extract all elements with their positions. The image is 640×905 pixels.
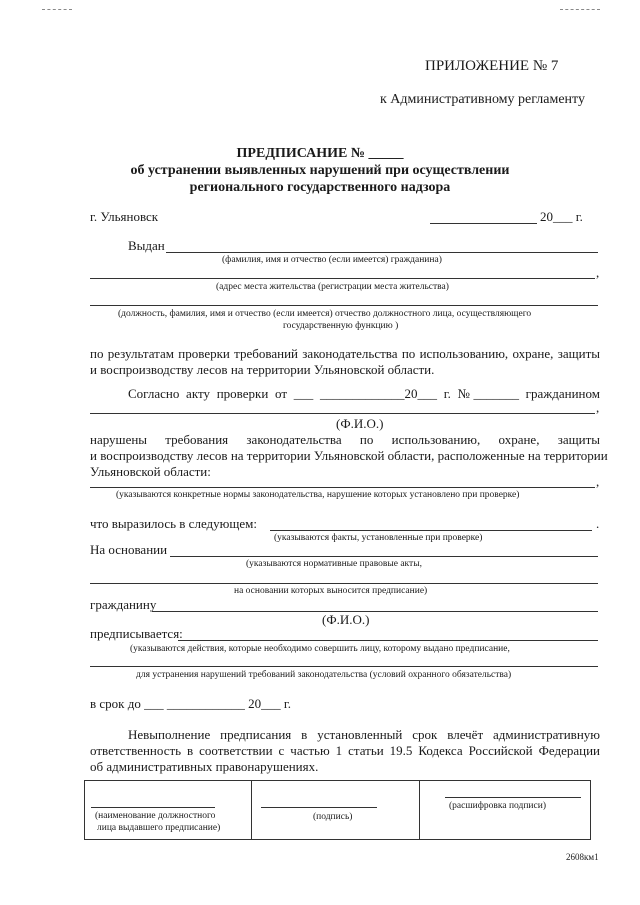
expressed-label: что выразилось в следующем: [90, 516, 257, 531]
date-line [430, 223, 537, 224]
issued-line-2[interactable] [90, 278, 595, 279]
decode-line[interactable] [445, 797, 581, 798]
hint-address: (адрес места жительства (регистрации места жительства) [216, 282, 449, 292]
title-line-3: регионального государственного надзора [189, 180, 451, 195]
para1-line1: по результатам проверки требований законодательства по использованию, охране, защиты [90, 346, 600, 361]
fio-hint-1: (Ф.И.О.) [336, 416, 384, 431]
hint-actions: (указываются действия, которые необходимо совершить лицу, которому выдано предписание, [130, 644, 510, 654]
reglament-label: к Административному регламенту [380, 92, 585, 107]
basis-label: На основании [90, 542, 168, 557]
expressed-line[interactable] [270, 530, 592, 531]
warning-line3: об административных правонарушениях. [90, 759, 319, 774]
signature-line[interactable] [261, 807, 377, 808]
comma: , [596, 474, 600, 489]
hint-actions-2: для устранения нарушений требований законодательства (условий охранного обязательства) [136, 670, 512, 680]
hint-acts-1: (указываются нормативные правовые акты, [246, 559, 422, 569]
basis-line[interactable] [170, 556, 598, 557]
prescribed-line[interactable] [178, 640, 598, 641]
signature-table [84, 780, 591, 840]
issued-line-3[interactable] [90, 305, 598, 306]
signature-divider [251, 781, 252, 839]
violated-line1: нарушены требования законодательства по использованию, охране, защиты [90, 432, 600, 447]
title-line-1: ПРЕДПИСАНИЕ № _____ [236, 146, 404, 161]
comma: , [596, 265, 600, 280]
prescribed-label: предписывается: [90, 626, 183, 641]
violated-line2: и воспроизводству лесов на территории Ульяновской области, расположенные на территории [90, 448, 608, 463]
city-label: г. Ульяновск [90, 209, 159, 224]
warning-line1: Невыполнение предписания в установленный срок влечёт административную [128, 727, 600, 742]
hint-fio: (фамилия, имя и отчество (если имеется) гражданина) [222, 255, 442, 265]
prescribed-line-2[interactable] [90, 666, 598, 667]
act-fio-line[interactable] [90, 413, 595, 414]
basis-line-2[interactable] [90, 583, 598, 584]
warning-line2: ответственность в соответствии с частью 1 статьи 19.5 Кодекса Российской Федерации [90, 743, 600, 758]
fio-hint-2: (Ф.И.О.) [322, 612, 370, 627]
norms-line[interactable] [90, 487, 595, 488]
hint-position-1: (должность, фамилия, имя и отчество (если имеется) отчество должностного лица, осуществляющего [118, 309, 532, 319]
para1-line2: и воспроизводству лесов на территории Ульяновской области. [90, 362, 435, 377]
hint-facts: (указываются факты, установленные при проверке) [274, 533, 483, 543]
citizen-line[interactable] [152, 611, 598, 612]
violated-line3: Ульяновской области: [90, 464, 211, 479]
footer-code: 2608км1 [566, 852, 599, 862]
scan-artifact [42, 9, 72, 10]
sig-col1-line2: лица выдавшего предписание) [97, 823, 221, 833]
sig-col3: (расшифровка подписи) [449, 801, 546, 811]
deadline-line: в срок до ___ ____________ 20___ г. [90, 696, 291, 711]
act-line: Согласно акту проверки от ___ _____________20___ г. №_______ гражданином [128, 386, 600, 401]
sig-col1-line1: (наименование должностного [95, 811, 216, 821]
dot: . [596, 516, 600, 531]
appendix-label: ПРИЛОЖЕНИЕ № 7 [425, 58, 559, 74]
issued-label: Выдан [128, 238, 165, 253]
citizen-label: гражданину [90, 597, 157, 612]
hint-norms: (указываются конкретные нормы законодательства, нарушение которых установлено при проверке) [116, 490, 520, 500]
title-line-2: об устранении выявленных нарушений при осуществлении [130, 163, 510, 178]
position-sign-line[interactable] [91, 807, 215, 808]
hint-acts-2: на основании которых выносится предписание) [234, 586, 428, 596]
issued-fio-line[interactable] [166, 252, 598, 253]
date-year: 20___ г. [540, 209, 583, 224]
signature-divider [419, 781, 420, 839]
comma: , [596, 400, 600, 415]
scan-artifact [560, 9, 600, 10]
sig-col2: (подпись) [313, 812, 353, 822]
hint-position-2: государственную функцию ) [283, 321, 399, 331]
